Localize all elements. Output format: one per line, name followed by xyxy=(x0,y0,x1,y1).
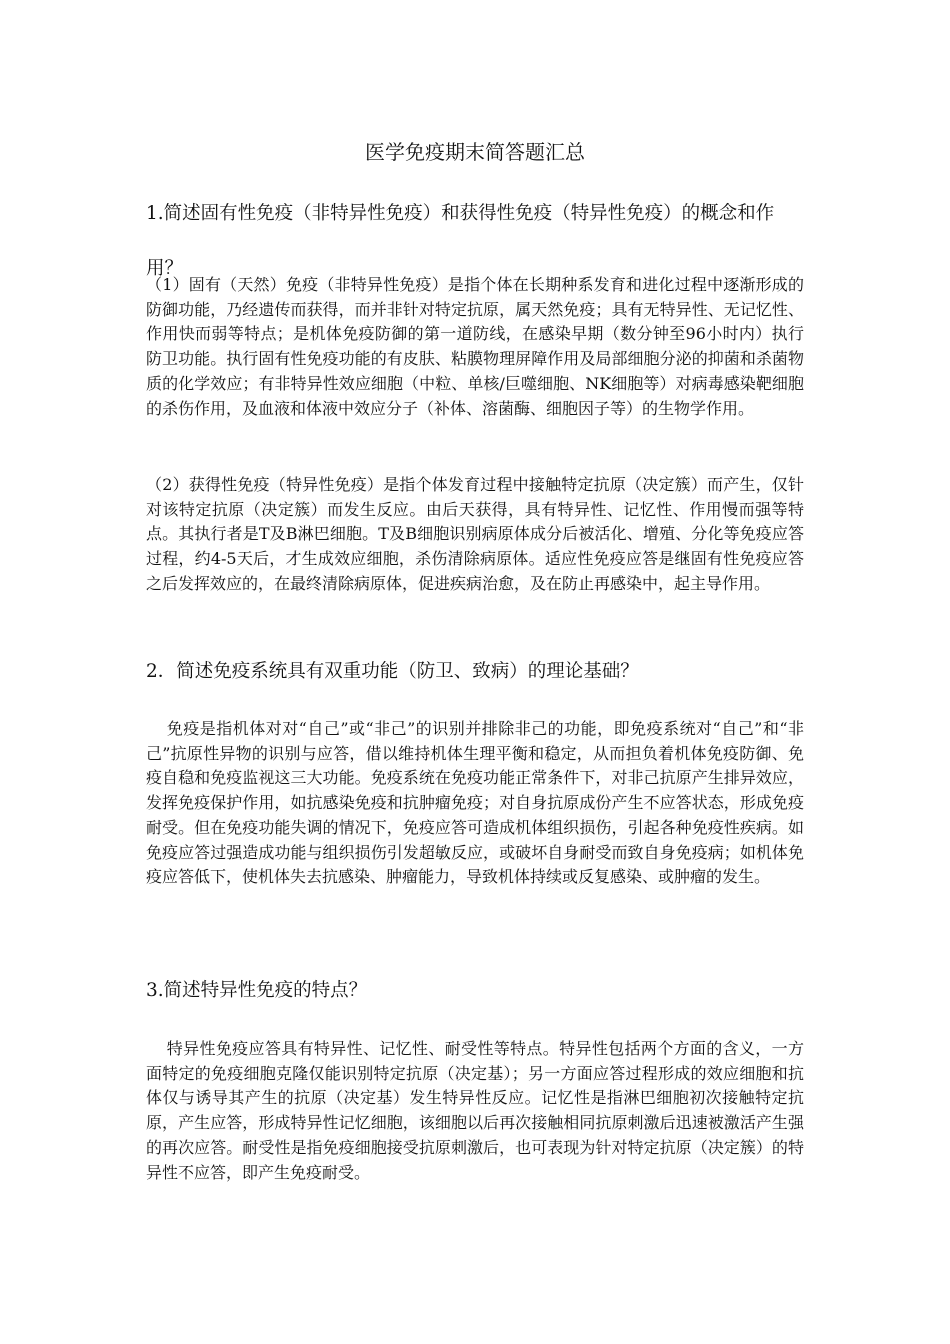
question-1-answer-part-2: （2）获得性免疫（特异性免疫）是指个体发育过程中接触特定抗原（决定簇）而产生，仅针对该特定抗原（决定簇）而发生反应。由后天获得，具有特异性、记忆性、作用慢而强等特点。其执行者是T及B淋巴细胞。T及B细胞识别病原体成分后被活化、增殖、分化等免疫应答过程，约4-5天后，才生成效应细胞，杀伤清除病原体。适应性免疫应答是继固有性免疫应答之后发挥效应的，在最终清除病原体，促进疾病治愈，及在防止再感染中，起主导作用。 xyxy=(146,475,804,593)
question-1-answer-part-1: （1）固有（天然）免疫（非特异性免疫）是指个体在长期种系发育和进化过程中逐渐形成的防御功能，乃经遗传而获得，而并非针对特定抗原，属天然免疫；具有无特异性、无记忆性、作用快而弱等特点；是机体免疫防御的第一道防线，在感染早期（数分钟至96小时内）执行防卫功能。执行固有性免疫功能的有皮肤、粘膜物理屏障作用及局部细胞分泌的抑菌和杀菌物质的化学效应；有非特异性效应细胞（中粒、单核/巨噬细胞、NK细胞等）对病毒感染靶细胞的杀伤作用，及血液和体液中效应分子（补体、溶菌酶、细胞因子等）的生物学作用。 xyxy=(146,275,804,418)
document-title: 医学免疫期末简答题汇总 xyxy=(365,140,585,164)
question-1-heading: 1.简述固有性免疫（非特异性免疫）和获得性免疫（特异性免疫）的概念和作用？ xyxy=(146,203,775,279)
question-3-heading: 3.简述特异性免疫的特点？ xyxy=(146,980,368,1001)
question-2-answer: 免疫是指机体对对“自己”或“非己”的识别并排除非己的功能，即免疫系统对“自己”和“非己”抗原性异物的识别与应答，借以维持机体生理平衡和稳定，从而担负着机体免疫防御、免疫自稳和免疫监视这三大功能。免疫系统在免疫功能正常条件下，对非己抗原产生排异效应，发挥免疫保护作用，如抗感染免疫和抗肿瘤免疫；对自身抗原成份产生不应答状态，形成免疫耐受。但在免疫功能失调的情况下，免疫应答可造成机体组织损伤，引起各种免疫性疾病。如免疫应答过强造成功能与组织损伤引发超敏反应，或破坏自身耐受而致自身免疫病；如机体免疫应答低下，使机体失去抗感染、肿瘤能力，导致机体持续或反复感染、或肿瘤的发生。 xyxy=(146,719,804,887)
question-3-answer: 特异性免疫应答具有特异性、记忆性、耐受性等特点。特异性包括两个方面的含义，一方面特定的免疫细胞克隆仅能识别特定抗原（决定基）；另一方面应答过程形成的效应细胞和抗体仅与诱导其产生的抗原（决定基）发生特异性反应。记忆性是指淋巴细胞初次接触特定抗原，产生应答，形成特异性记忆细胞，该细胞以后再次接触相同抗原刺激后迅速被激活产生强的再次应答。耐受性是指免疫细胞接受抗原刺激后，也可表现为针对特定抗原（决定簇）的特异性不应答，即产生免疫耐受。 xyxy=(146,1039,804,1182)
question-2-heading: 2．简述免疫系统具有双重功能（防卫、致病）的理论基础？ xyxy=(146,661,639,682)
